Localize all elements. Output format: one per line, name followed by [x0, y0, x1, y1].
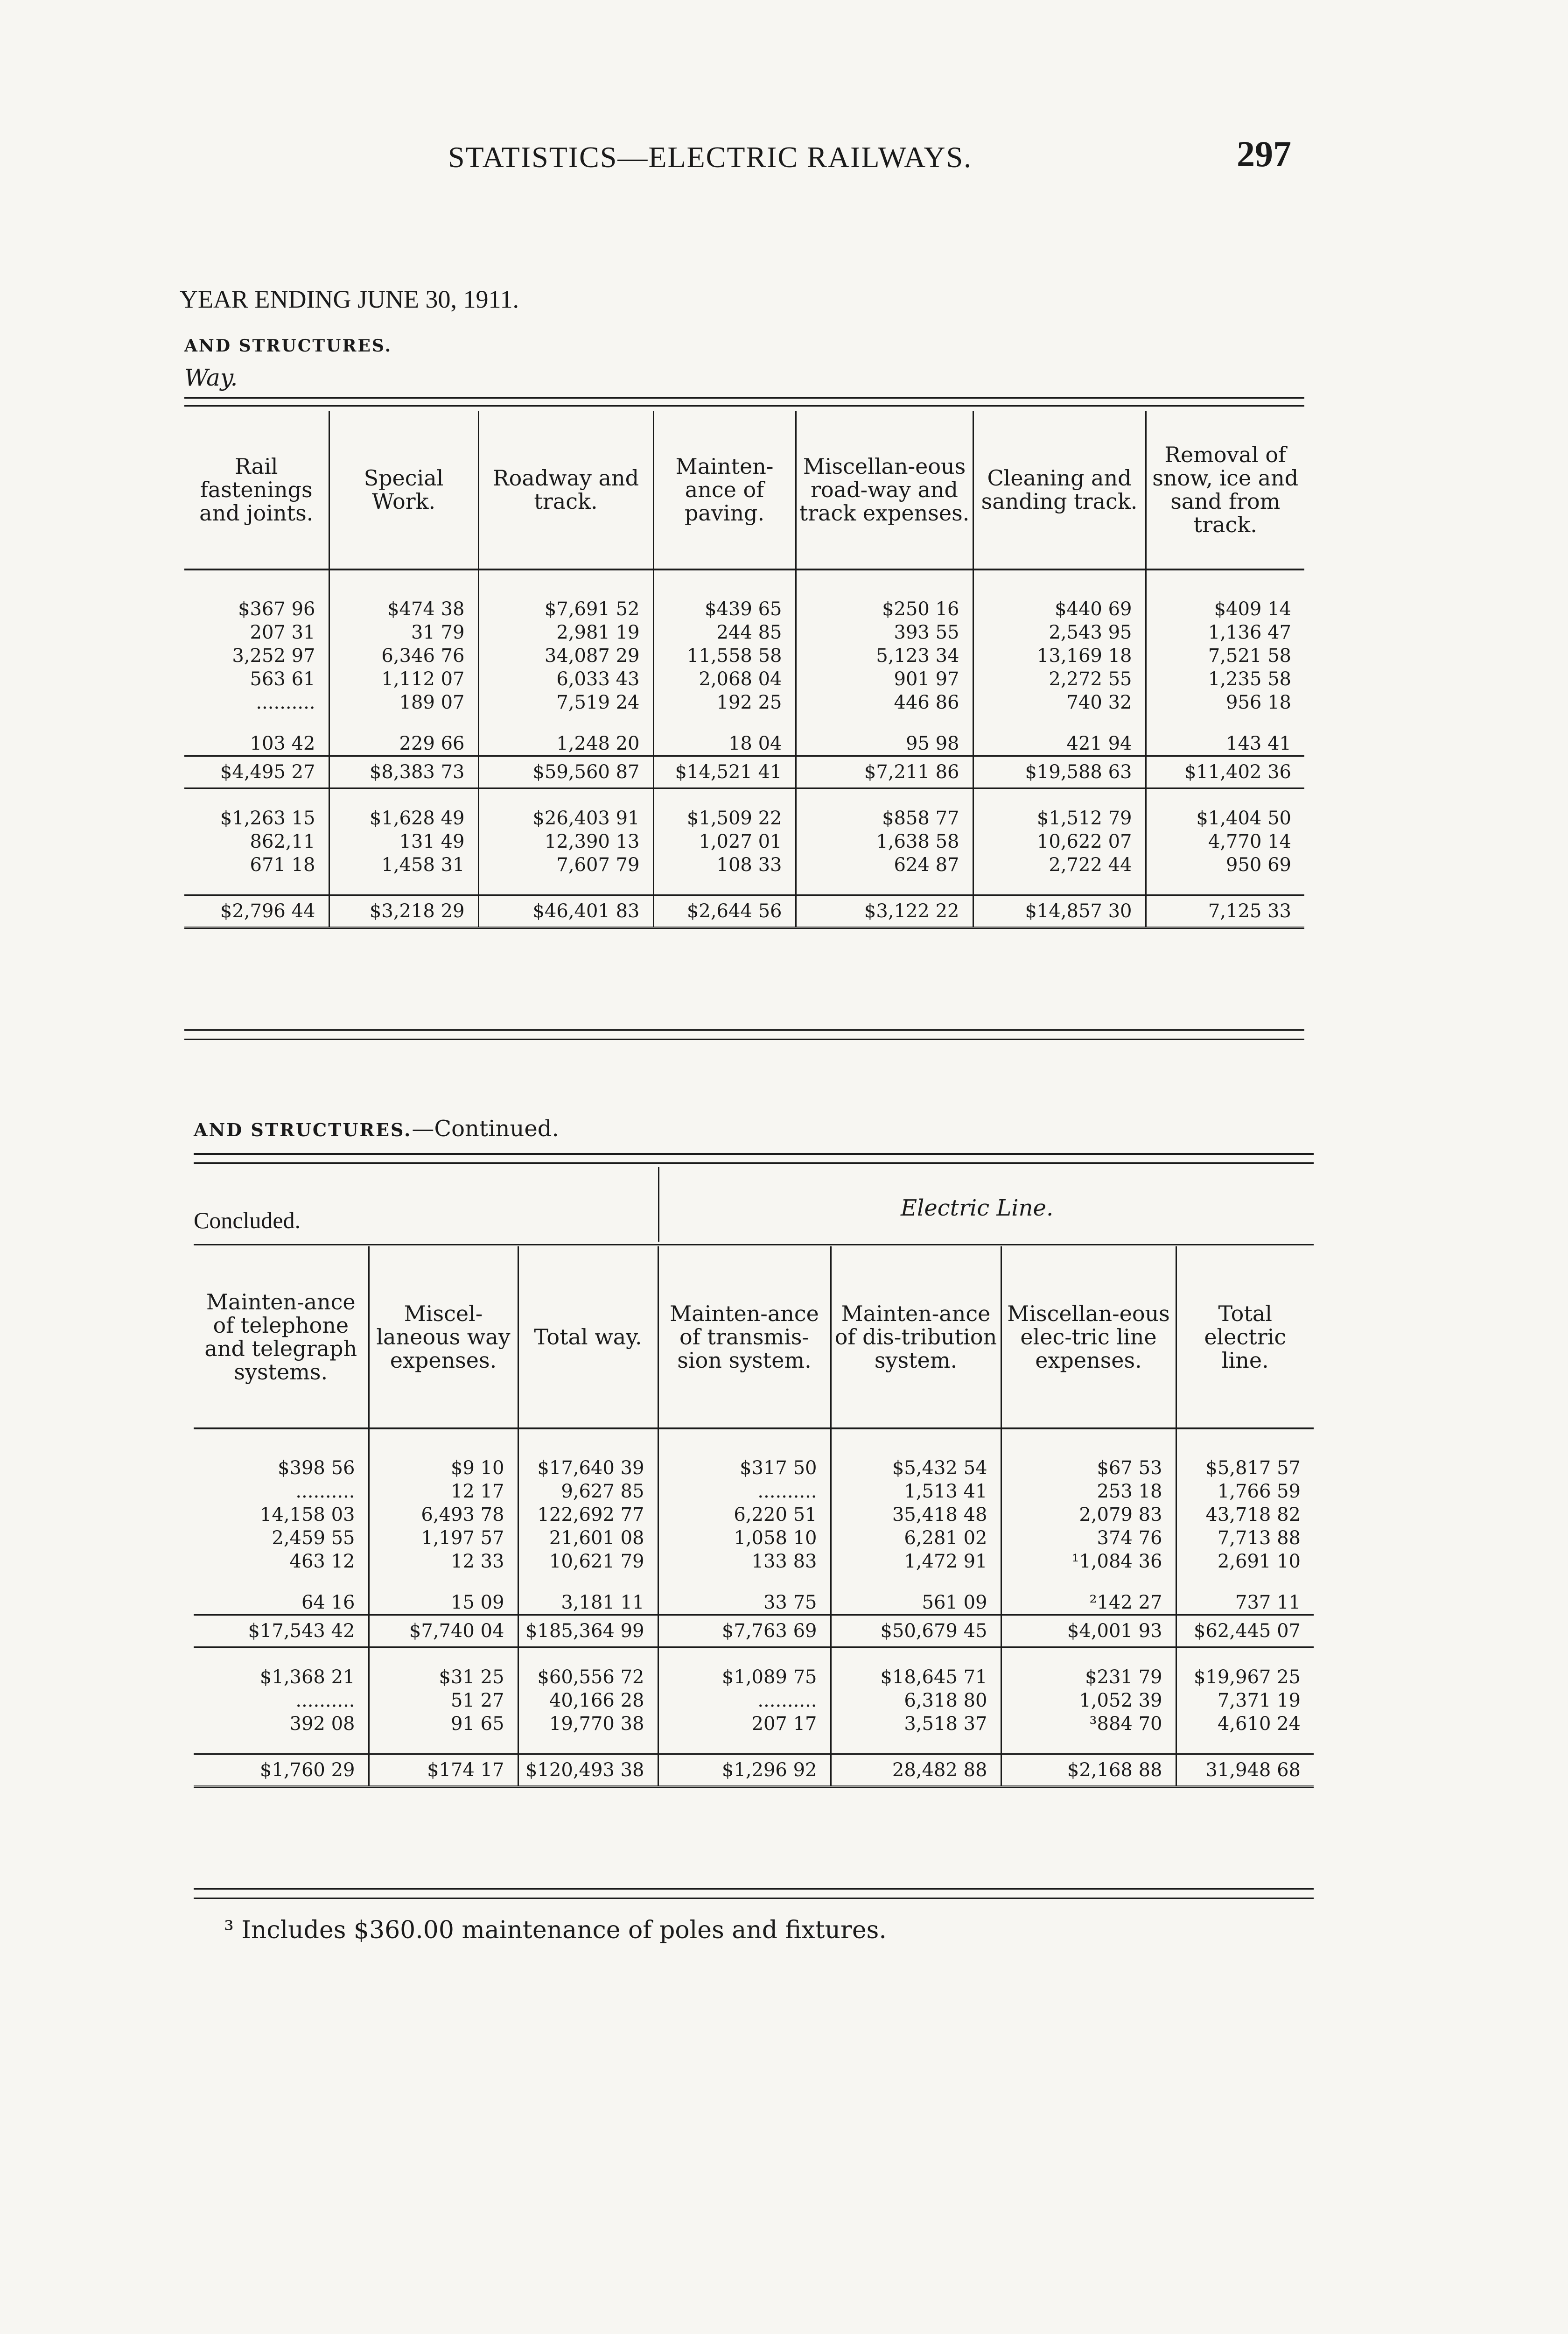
table-cell: $17,640 39 9,627 85 122,692 77 21,601 08 10,621 79 [518, 1456, 658, 1573]
rule [184, 1039, 1304, 1040]
total-cell: 31,948 68 [1176, 1754, 1314, 1787]
total-cell: $2,644 56 [653, 895, 796, 928]
column-header: Miscellan-eous road-way and track expenses. [796, 411, 973, 569]
data-row [184, 732, 1304, 756]
table-cell: $7,691 52 2,981 19 34,087 29 6,033 43 7,519 24 [478, 598, 653, 714]
section-heading: AND STRUCTURES. [184, 336, 392, 356]
total-cell: $11,402 36 [1146, 756, 1304, 788]
data-row [194, 1666, 1314, 1736]
total-cell: $19,588 63 [973, 756, 1146, 788]
table-cell: 421 94 [973, 732, 1146, 756]
table-cell: 15 09 [369, 1591, 518, 1615]
column-header: Rail fastenings and joints. [184, 411, 329, 569]
data-row [194, 1456, 1314, 1573]
table-cell: $317 50 .......... 6,220 51 1,058 10 133 83 [658, 1456, 831, 1573]
rule [184, 1029, 1304, 1031]
total-cell: $1,296 92 [658, 1754, 831, 1787]
table-cell: $9 10 12 17 6,493 78 1,197 57 12 33 [369, 1456, 518, 1573]
table-cell: $1,512 79 10,622 07 2,722 44 [973, 807, 1146, 877]
table-cell: 18 04 [653, 732, 796, 756]
year-line: YEAR ENDING JUNE 30, 1911. [180, 285, 519, 313]
table-cell: $5,817 57 1,766 59 43,718 82 7,713 88 2,691 10 [1176, 1456, 1314, 1573]
total-cell: $14,521 41 [653, 756, 796, 788]
total-cell: $1,760 29 [194, 1754, 369, 1787]
electric-line-table [194, 1246, 1314, 1788]
table-cell: 561 09 [831, 1591, 1001, 1615]
page-number: 297 [1237, 134, 1291, 174]
total-row [194, 1615, 1314, 1647]
total-cell: $7,763 69 [658, 1615, 831, 1647]
table-cell: $1,509 22 1,027 01 108 33 [653, 807, 796, 877]
rule [194, 1898, 1314, 1899]
table-cell: $474 38 31 79 6,346 76 1,112 07 189 07 [329, 598, 478, 714]
rule [194, 1162, 1314, 1164]
way-expenses-table [184, 411, 1304, 929]
column-header: Roadway and track. [478, 411, 653, 569]
continued-heading [194, 1116, 559, 1142]
column-header: Cleaning and sanding track. [973, 411, 1146, 569]
table-cell: 3,181 11 [518, 1591, 658, 1615]
total-cell: $3,218 29 [329, 895, 478, 928]
footnote: ³ Includes $360.00 maintenance of poles and fixtures. [224, 1916, 887, 1944]
total-cell: $50,679 45 [831, 1615, 1001, 1647]
concluded-label: Concluded. [194, 1207, 301, 1233]
column-header: Miscel-laneous way expenses. [369, 1246, 518, 1428]
table-cell: $367 96 207 31 3,252 97 563 61 .......... [232, 598, 315, 713]
table-cell: $26,403 91 12,390 13 7,607 79 [478, 807, 653, 877]
table-cell: $409 14 1,136 47 7,521 58 1,235 58 956 18 [1146, 598, 1304, 714]
column-header: Removal of snow, ice and sand from track. [1146, 411, 1304, 569]
column-header: Total way. [518, 1246, 658, 1428]
column-header: Special Work. [329, 411, 478, 569]
header-row [184, 411, 1304, 569]
table-cell: $858 77 1,638 58 624 87 [796, 807, 973, 877]
column-header: Miscellan-eous elec-tric line expenses. [1001, 1246, 1176, 1428]
table-cell: 103 42 [250, 733, 315, 754]
rule [194, 1888, 1314, 1890]
table-cell: $439 65 244 85 11,558 58 2,068 04 192 25 [653, 598, 796, 714]
table-cell: ²142 27 [1001, 1591, 1176, 1615]
table-cell: 33 75 [658, 1591, 831, 1615]
column-header: Mainten-ance of telephone and telegraph systems. [194, 1246, 369, 1428]
total-cell: $2,796 44 [184, 895, 329, 928]
total-cell: $59,560 87 [478, 756, 653, 788]
table-cell: $231 79 1,052 39 ³884 70 [1001, 1666, 1176, 1736]
total-cell: 28,482 88 [831, 1754, 1001, 1787]
total-cell: $2,168 88 [1001, 1754, 1176, 1787]
total-cell: $8,383 73 [329, 756, 478, 788]
total-row [184, 895, 1304, 928]
data-row [194, 1591, 1314, 1615]
way-label: Way. [184, 364, 238, 391]
rule [194, 1153, 1314, 1155]
total-cell: 7,125 33 [1146, 895, 1304, 928]
total-cell: $7,211 86 [796, 756, 973, 788]
table-cell: $67 53 253 18 2,079 83 374 76 ¹1,084 36 [1001, 1456, 1176, 1573]
table-cell: $398 56 .......... 14,158 03 2,459 55 463 12 [259, 1457, 355, 1572]
table-cell: $440 69 2,543 95 13,169 18 2,272 55 740 32 [973, 598, 1146, 714]
total-cell: $185,364 99 [518, 1615, 658, 1647]
rule [184, 397, 1304, 399]
total-cell: $14,857 30 [973, 895, 1146, 928]
table-cell: 229 66 [329, 732, 478, 756]
column-header: Total electric line. [1176, 1246, 1314, 1428]
total-cell: $4,495 27 [184, 756, 329, 788]
table-cell: $5,432 54 1,513 41 35,418 48 6,281 02 1,472 91 [831, 1456, 1001, 1573]
table-cell: $18,645 71 6,318 80 3,518 37 [831, 1666, 1001, 1736]
table-cell: 737 11 [1176, 1591, 1314, 1615]
total-cell: $3,122 22 [796, 895, 973, 928]
header-row [194, 1246, 1314, 1428]
rule [184, 405, 1304, 407]
table-cell: 1,248 20 [478, 732, 653, 756]
table-cell: $31 25 51 27 91 65 [369, 1666, 518, 1736]
total-row [194, 1754, 1314, 1787]
table-cell: $1,368 21 .......... 392 08 [259, 1666, 355, 1735]
table-cell: 95 98 [796, 732, 973, 756]
total-row [184, 756, 1304, 788]
table-cell: 143 41 [1146, 732, 1304, 756]
total-cell: $4,001 93 [1001, 1615, 1176, 1647]
column-header: Mainten-ance of transmis-sion system. [658, 1246, 831, 1428]
table-cell: $1,628 49 131 49 1,458 31 [329, 807, 478, 877]
rule [194, 1244, 1314, 1245]
total-cell: $46,401 83 [478, 895, 653, 928]
group-divider [658, 1167, 659, 1242]
table-cell: $1,263 15 862,11 671 18 [220, 808, 315, 876]
total-cell: $120,493 38 [518, 1754, 658, 1787]
column-header: Mainten-ance of dis-tribution system. [831, 1246, 1001, 1428]
total-cell: $62,445 07 [1176, 1615, 1314, 1647]
table-cell: 64 16 [301, 1592, 355, 1613]
total-cell: $7,740 04 [369, 1615, 518, 1647]
electric-line-label: Electric Line. [901, 1195, 1054, 1221]
column-header: Mainten-ance of paving. [653, 411, 796, 569]
continued-heading-sc: AND STRUCTURES. [194, 1119, 412, 1140]
table-cell: $1,404 50 4,770 14 950 69 [1146, 807, 1304, 877]
data-row [184, 598, 1304, 714]
running-title: STATISTICS—ELECTRIC RAILWAYS. [448, 141, 973, 174]
total-cell: $174 17 [369, 1754, 518, 1787]
table-cell: $250 16 393 55 5,123 34 901 97 446 86 [796, 598, 973, 714]
continued-heading-rest: —Continued. [412, 1116, 559, 1142]
table-cell: $60,556 72 40,166 28 19,770 38 [518, 1666, 658, 1736]
data-row [184, 807, 1304, 877]
table-cell: $19,967 25 7,371 19 4,610 24 [1176, 1666, 1314, 1736]
table-cell: $1,089 75 .......... 207 17 [658, 1666, 831, 1736]
total-cell: $17,543 42 [194, 1615, 369, 1647]
